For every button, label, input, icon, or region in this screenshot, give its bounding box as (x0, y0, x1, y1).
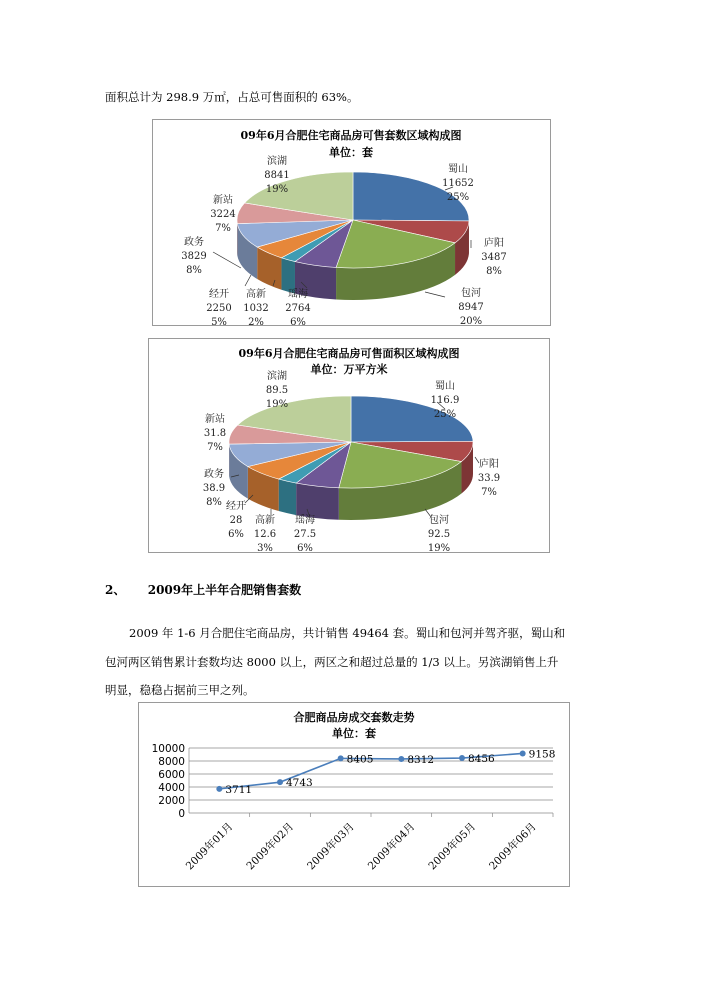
pie-area-label-name: 包河 (429, 515, 449, 526)
pie-units-label-value: 1032 (243, 303, 269, 314)
pie-units-label-name: 瑶海 (288, 289, 308, 300)
pie-area-label-包河 (428, 513, 450, 552)
pie-area-label-name: 经开 (226, 501, 246, 512)
pie-area-label-name: 新站 (205, 414, 225, 425)
line-chart-xtick-label: 2009年05月 (426, 820, 479, 873)
paragraph-line-1: 2009 年 1-6 月合肥住宅商品房，共计销售 49464 套。蜀山和包河并驾齐驱，蜀山和 (129, 626, 566, 640)
pie-area-chart (148, 338, 550, 553)
pie-units-label-value: 3829 (181, 251, 207, 262)
line-chart-ytick: 4000 (158, 782, 185, 794)
intro-line: 面积总计为 298.9 万㎡，占总可售面积的 63%。 (105, 90, 359, 104)
line-chart-data-label: 8312 (407, 753, 435, 766)
pie-units-label-percent: 20% (459, 316, 483, 325)
pie-units-label-庐阳 (481, 236, 506, 277)
pie-area-label-percent: 3% (257, 543, 273, 552)
pie-units-label-value: 8841 (264, 170, 290, 181)
line-chart-xtick-label: 2009年02月 (244, 820, 297, 873)
line-chart-point (277, 779, 283, 785)
pie-units-label-percent: 6% (290, 317, 306, 325)
line-chart-ytick: 6000 (158, 769, 185, 781)
line-chart-point (338, 755, 344, 761)
pie-units-label-经开 (206, 288, 231, 325)
line-chart-svg (139, 703, 569, 886)
section-heading (105, 581, 301, 598)
pie-units-label-政务 (181, 235, 206, 276)
pie-area-label-新站 (204, 412, 226, 453)
pie-units-label-value: 11652 (442, 178, 474, 189)
line-chart-point (520, 750, 526, 756)
line-chart-ytick: 2000 (158, 795, 185, 807)
pie-area-label-percent: 25% (433, 409, 457, 420)
pie-area-label-蜀山 (431, 379, 460, 420)
pie-units-label-percent: 2% (248, 317, 264, 325)
pie-area-label-name: 高新 (255, 515, 275, 526)
line-chart-data-label: 8456 (468, 753, 495, 766)
line-chart-subtitle: 单位：套 (332, 727, 376, 740)
pie-units-subtitle: 单位：套 (329, 146, 373, 159)
pie-units-chart (152, 119, 551, 326)
pie-units-label-percent: 8% (186, 265, 202, 276)
pie-area-label-value: 27.5 (293, 529, 317, 540)
pie-units-leader-line (213, 252, 241, 268)
pie-area-label-percent: 7% (207, 442, 223, 453)
pie-area-label-percent: 7% (481, 487, 497, 498)
paragraph-line-2: 包河两区销售累计套数均达 8000 以上，两区之和超过总量的 1/3 以上。另滨湖销售上升 (105, 655, 559, 669)
pie-units-label-name: 新站 (213, 195, 233, 206)
pie-area-subtitle: 单位：万平方米 (310, 363, 388, 376)
pie-units-label-percent: 25% (446, 192, 470, 203)
pie-units-label-蜀山 (442, 162, 474, 203)
line-chart-xtick-label: 2009年01月 (183, 820, 236, 873)
pie-area-label-value: 33.9 (477, 473, 501, 484)
pie-area-label-name: 蜀山 (435, 381, 455, 392)
pie-units-label-percent: 7% (215, 223, 231, 234)
line-chart-point (398, 756, 404, 762)
pie-units-leader-line (245, 275, 251, 286)
pie-units-label-name: 政务 (184, 237, 204, 248)
pie-units-label-name: 蜀山 (448, 164, 468, 175)
pie-area-label-value: 28 (229, 515, 243, 526)
pie-area-label-瑶海 (294, 513, 316, 552)
pie-units-label-percent: 8% (486, 266, 502, 277)
pie-units-label-滨湖 (264, 154, 289, 195)
line-chart (138, 702, 570, 887)
pie-area-label-value: 31.8 (203, 428, 227, 439)
pie-area-label-name: 瑶海 (295, 515, 315, 526)
pie-area-label-name: 政务 (204, 469, 224, 480)
line-chart-xtick-label: 2009年04月 (365, 820, 418, 873)
line-chart-ytick: 0 (178, 808, 185, 820)
line-chart-data-label: 9158 (528, 748, 556, 761)
line-chart-point (459, 755, 465, 761)
pie-area-label-庐阳 (478, 457, 500, 498)
pie-units-label-瑶海 (285, 287, 310, 325)
pie-area-label-value: 92.5 (427, 529, 451, 540)
pie-area-label-value: 38.9 (202, 483, 226, 494)
pie-area-label-percent: 8% (206, 497, 222, 508)
pie-units-label-新站 (210, 193, 235, 234)
pie-area-label-percent: 19% (427, 543, 451, 552)
pie-units-label-name: 滨湖 (267, 156, 287, 167)
pie-units-label-percent: 5% (211, 317, 227, 325)
line-chart-xtick-label: 2009年06月 (487, 820, 539, 873)
pie-area-label-滨湖 (266, 369, 288, 410)
pie-area-title: 09年6月合肥住宅商品房可售面积区域构成图 (238, 347, 460, 360)
line-chart-data-label: 8405 (346, 753, 374, 766)
line-chart-data-label: 3711 (225, 783, 253, 796)
pie-area-label-percent: 6% (228, 529, 244, 540)
pie-units-label-name: 庐阳 (484, 238, 504, 249)
pie-units-label-高新 (243, 287, 268, 325)
pie-area-label-经开 (226, 500, 246, 540)
pie-units-label-包河 (458, 286, 483, 325)
pie-area-label-name: 滨湖 (267, 371, 287, 382)
pie-units-label-value: 2250 (206, 303, 232, 314)
pie-area-label-高新 (254, 513, 276, 552)
section-number: 2、 (105, 583, 126, 597)
pie-area-label-value: 89.5 (265, 385, 289, 396)
pie-units-label-value: 3224 (210, 209, 236, 220)
pie-units-svg (153, 120, 550, 325)
pie-units-label-value: 3487 (481, 252, 507, 263)
pie-area-label-value: 116.9 (430, 395, 460, 406)
pie-area-side-高新 (279, 479, 296, 515)
pie-units-label-name: 包河 (461, 288, 481, 299)
line-chart-data-label: 4743 (286, 777, 313, 790)
line-chart-ytick: 8000 (158, 756, 185, 768)
line-chart-title: 合肥商品房成交套数走势 (293, 711, 415, 724)
pie-units-label-name: 高新 (246, 289, 266, 300)
pie-area-label-name: 庐阳 (479, 459, 499, 470)
line-chart-point (216, 786, 222, 792)
pie-units-label-percent: 19% (265, 184, 289, 195)
pie-units-title: 09年6月合肥住宅商品房可售套数区域构成图 (240, 129, 462, 142)
paragraph-line-3: 明显，稳稳占据前三甲之列。 (105, 683, 255, 697)
pie-area-leader-line (425, 509, 431, 517)
pie-area-label-percent: 6% (297, 543, 313, 552)
pie-area-label-percent: 19% (265, 399, 289, 410)
pie-area-svg (149, 339, 549, 552)
pie-units-label-value: 8947 (458, 302, 484, 313)
line-chart-xtick-label: 2009年03月 (305, 820, 357, 873)
pie-area-label-政务 (203, 467, 225, 508)
line-chart-ytick: 10000 (151, 743, 185, 755)
pie-area-label-value: 12.6 (253, 529, 277, 540)
pie-units-label-name: 经开 (209, 289, 229, 300)
pie-units-leader-line (425, 292, 445, 297)
pie-units-label-value: 2764 (285, 303, 311, 314)
section-title: 2009年上半年合肥销售套数 (147, 583, 302, 597)
